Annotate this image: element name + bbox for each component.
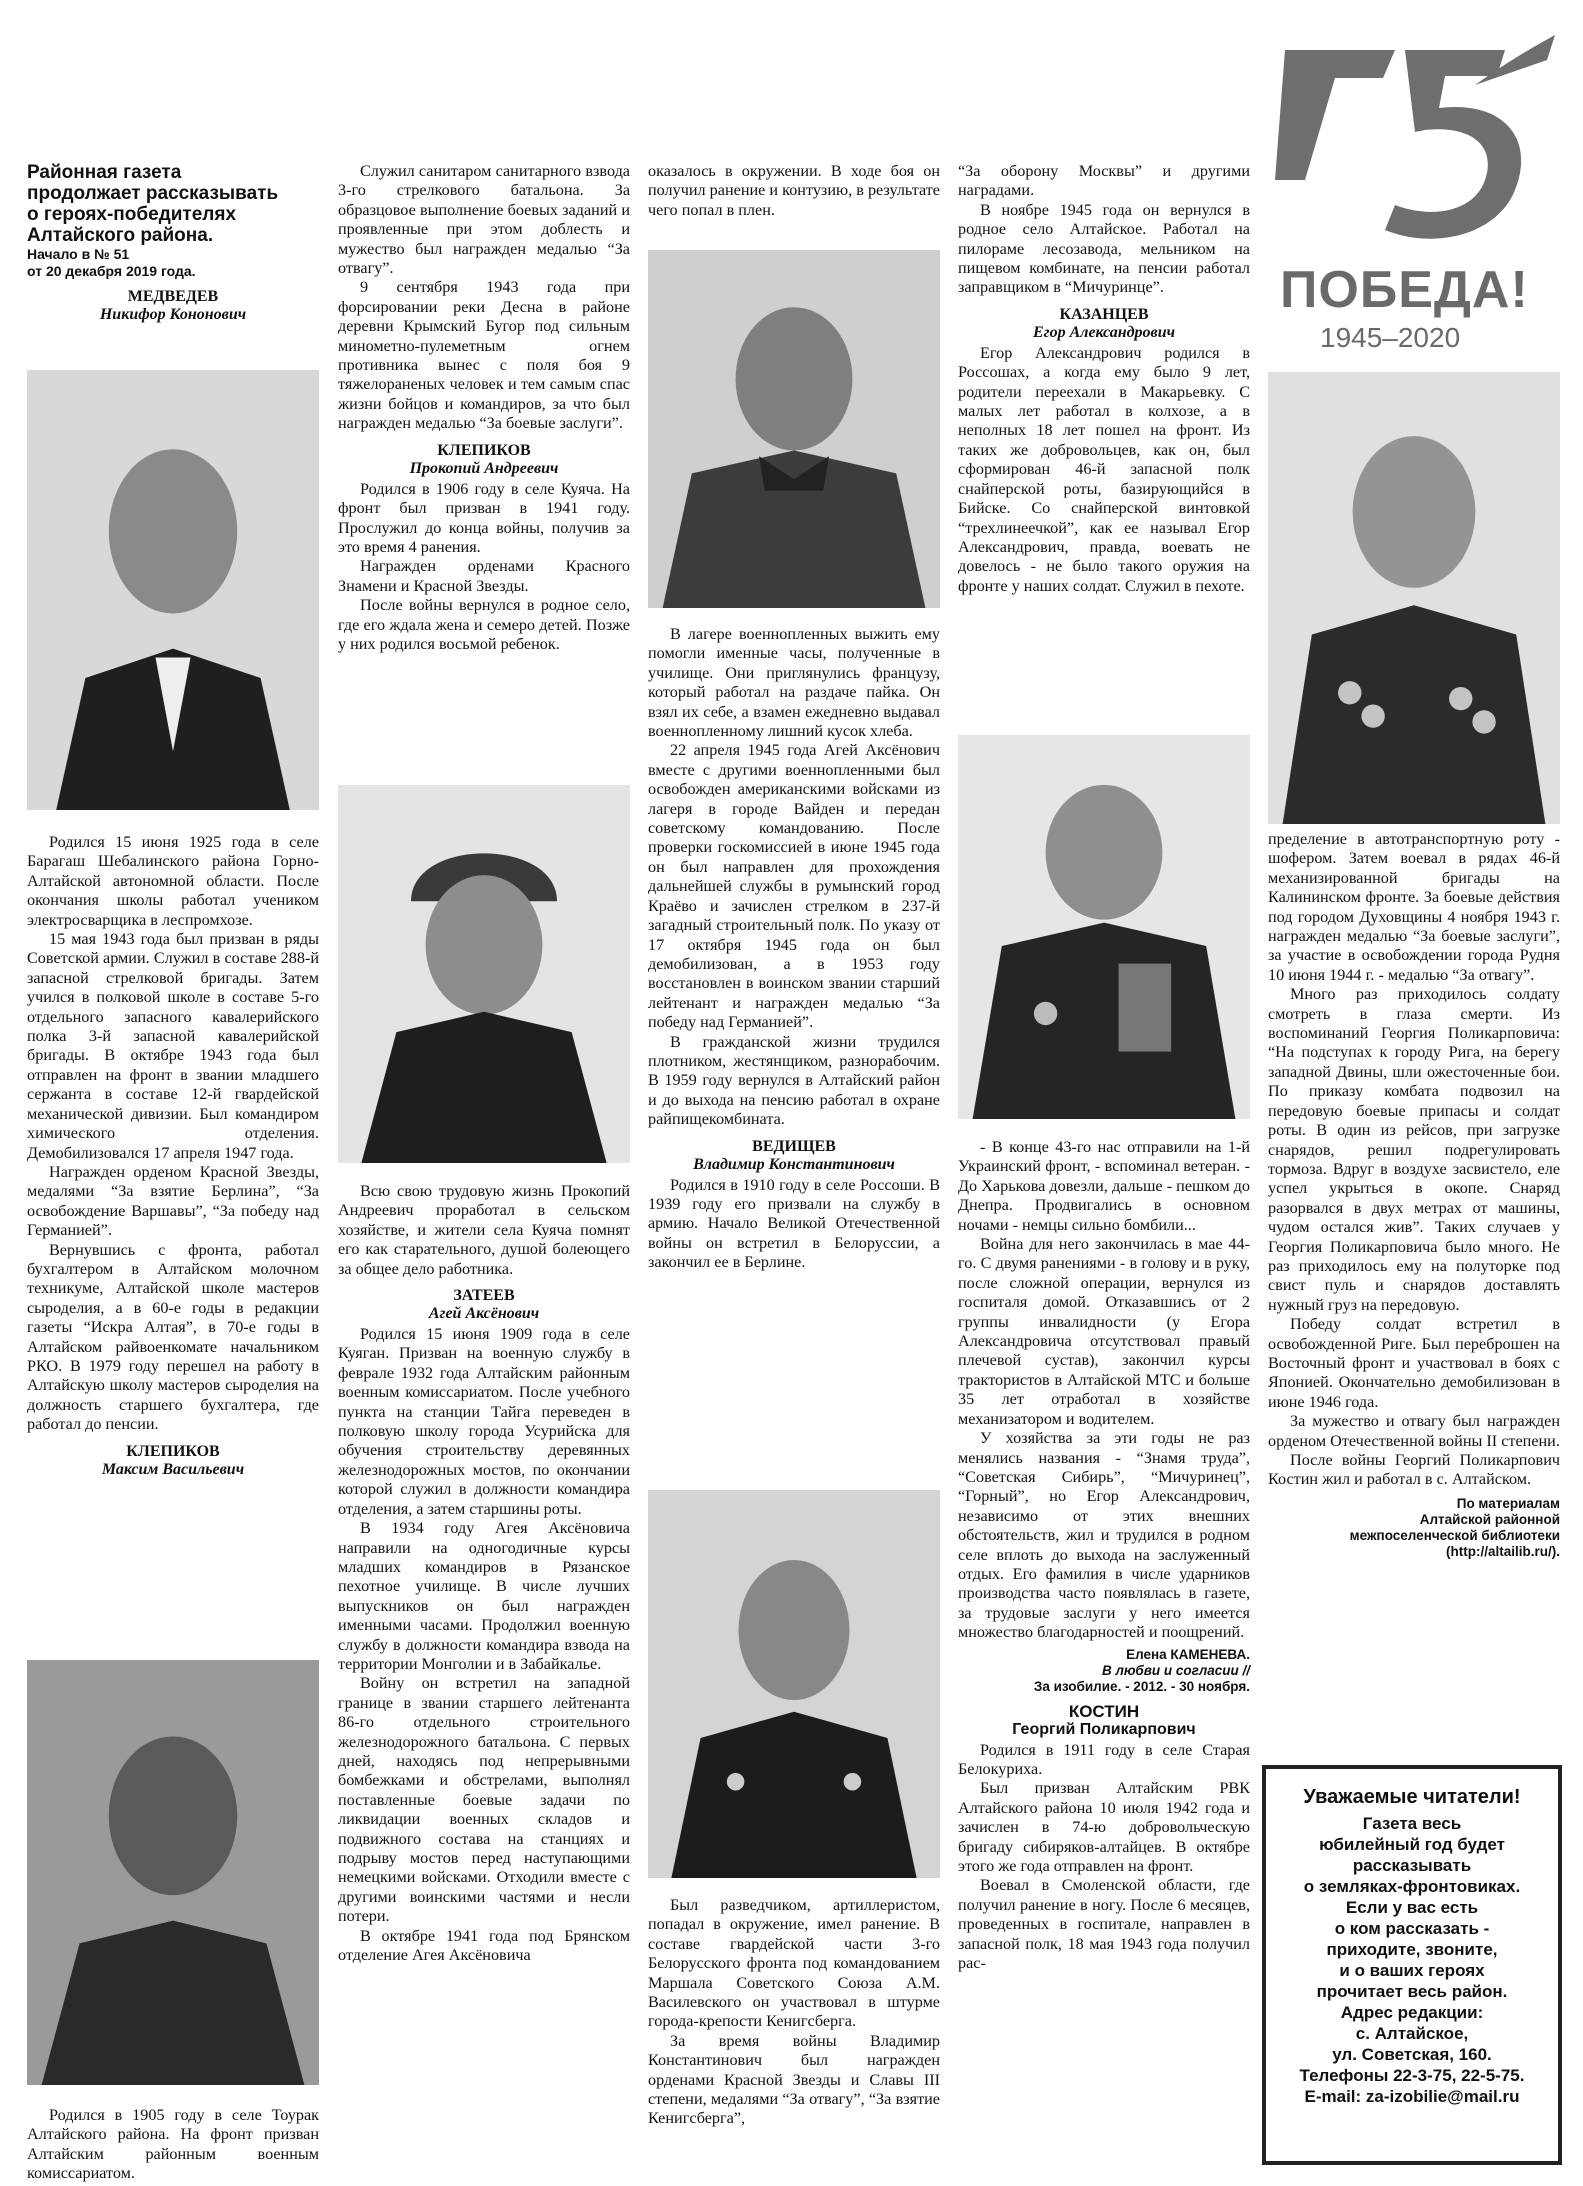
credit-line: По материалам <box>1456 1495 1560 1511</box>
klepikov-p-photo <box>338 785 630 1163</box>
intro-line-4: Алтайского района. <box>27 225 214 246</box>
klepikov-p-after-photo: Всю свою трудовую жизнь Прокопий Андреевич проработал в сельском хозяйстве, и жители села Куяча помнят его как старательного, душой болеющего за общее дело работника. <box>338 1182 630 1278</box>
credit-line: Алтайской районной <box>1419 1511 1560 1527</box>
notice-line: Если у вас есть <box>1345 1898 1479 1917</box>
kostin-name: КОСТИН <box>1068 1701 1140 1721</box>
col3-paragraph: В лагере военнопленных выжить ему помогли именные часы, полученные в училище. Они приглянулись французу, который работал на раздаче пайка. Он взял их себе, а взамен ежедневно выдавал военнопленному лишний кусок хлеба. <box>648 625 940 741</box>
column-1 <box>27 162 319 326</box>
medvedev-paragraph: Родился 15 июня 1925 года в селе Барагаш Шебалинского района Горно-Алтайской автономной области. После окончания школы работал учеником электросварщика в леспромхозе. <box>27 833 319 929</box>
veditsev-patronymic: Владимир Константинович <box>693 1155 895 1173</box>
notice-line: приходите, звоните, <box>1326 1940 1498 1959</box>
klepikov-m-bio <box>27 2106 319 2184</box>
address-title: Адрес редакции: <box>1340 2003 1484 2022</box>
intro-start-date: от 20 декабря 2019 года. <box>27 263 196 279</box>
address-line: с. Алтайское, <box>1355 2024 1469 2043</box>
kostin-paragraph: Был призван Алтайским РВК Алтайского района 10 июля 1942 года и зачислен в 74-ю добровольческую бригаду сибиряков-алтайцев. В октябре этого же года отправлен на фронт. <box>958 1779 1250 1875</box>
logo-victory-text: ПОБЕДА! <box>1280 261 1529 319</box>
credit-link[interactable]: (http://altailib.ru/). <box>1446 1543 1560 1559</box>
col3-top: оказалось в окружении. В ходе боя он получил ранение и контузию, в результате чего попал в плен. <box>648 162 940 219</box>
column-3-middle <box>648 625 940 1273</box>
medvedev-patronymic: Никифор Кононович <box>99 306 247 323</box>
column-4-lower <box>958 1138 1250 1973</box>
kazantsev-after-photo: У хозяйства за эти годы не раз менялись названия - “Знамя труда”, “Советская Сибирь”, “Мичуринец”, “Горный”, но Егор Александрович, независимо от этих внешних обстоятельств, жил и трудился в родном селе вплоть до выхода на заслуженный отдых. Его фамилия в числе ударников производства часто появлялась в газете, за трудовые заслуги у него имеется множество благодарностей и поощрений. <box>958 1429 1250 1642</box>
medvedev-paragraph: Вернувшись с фронта, работал бухгалтером в Алтайском молочном техникуме, Алтайской школе мастеров сыроделия, а в 60-е годы в редакции газеты “Искра Алтая”, в 70-е годы в Алтайском райвоенкомате начальником РКО. В 1979 году перешел на работу в Алтайскую школу мастеров сыроделия на должность старшего бухгалтера, где работал до пенсии. <box>27 1240 319 1434</box>
veditsev-paragraph: Родился в 1910 году в селе Россоши. В 1939 году его призвали на службу в армию. Начало Великой Отечественной войны он встретил в Белоруссии, а закончил ее в Берлине. <box>648 1175 940 1272</box>
notice-line: юбилейный год будет <box>1319 1835 1505 1854</box>
column-4 <box>958 162 1250 596</box>
medvedev-photo <box>27 370 319 810</box>
kostin-continued: пределение в автотранспортную роту - шофером. Затем воевал в рядах 46-й механизированной бригады на Калининском фронте. За боевые действия под городом Духовщины 4 ноября 1943 г. награжден медалью “За боевые заслуги”, за участие в освобождении города Рудня 10 июня 1944 г. - медалью “За отвагу”. <box>1268 830 1560 984</box>
zateev-paragraph: В октябре 1941 года под Брянском отделение Агея Аксёновича <box>338 1926 630 1965</box>
intro-start-issue: Начало в № 51 <box>27 246 130 262</box>
kazantsev-source: В любви и согласии // <box>1101 1662 1250 1678</box>
kostin-paragraph: Родился в 1911 году в селе Старая Белокуриха. <box>958 1740 1250 1778</box>
notice-line: и о ваших героях <box>1339 1961 1485 1980</box>
notice-title: Уважаемые читатели! <box>1303 1786 1521 1808</box>
kazantsev-name: КАЗАНЦЕВ <box>1059 305 1149 323</box>
klepikov-p-paragraph: После войны вернулся в родное село, где его ждала жена и семеро детей. Позже у них родился восьмой ребенок. <box>338 596 630 653</box>
column-2 <box>338 162 630 654</box>
kostin-photo <box>1268 372 1560 824</box>
phones: Телефоны 22-3-75, 22-5-75. <box>1299 2066 1525 2085</box>
kazantsev-source-date: За изобилие. - 2012. - 30 ноября. <box>1033 1678 1250 1694</box>
intro-line-1: Районная газета <box>27 162 182 183</box>
zateev-photo <box>648 250 940 608</box>
klepikov-p-patronymic: Прокопий Андреевич <box>409 459 559 477</box>
kostin-patronymic: Георгий Поликарпович <box>1012 1720 1196 1738</box>
kazantsev-photo <box>958 735 1250 1119</box>
zateev-paragraph: Родился 15 июня 1909 года в селе Куяган. Призван на военную службу в феврале 1932 года Алтайским районным военным комиссариатом. После учебного пункта на станции Тайга переведен в полковую школу города Усурийска для обучения строительству деревянных железнодорожных мостов, по окончании которой служил в должности командира отделения, а затем старшины роты. <box>338 1325 630 1518</box>
col3-paragraph: В гражданской жизни трудился плотником, жестянщиком, разнорабочим. В 1959 году вернулся в Алтайский район и до выхода на пенсию работал в охране райпищекомбината. <box>648 1032 940 1129</box>
col4-top: “За оборону Москвы” и другими наградами. <box>958 162 1250 200</box>
medvedev-name: МЕДВЕДЕВ <box>127 288 219 305</box>
klepikov-m-paragraph: Родился в 1905 году в селе Тоурак Алтайского района. На фронт призван Алтайским районным военным комиссариатом. <box>27 2106 319 2183</box>
credit-line: межпоселенческой библиотеки <box>1349 1527 1560 1543</box>
readers-notice-box <box>1262 1765 1562 2165</box>
address-line: ул. Советская, 160. <box>1332 2045 1492 2064</box>
kostin-continued: Много раз приходилось солдату смотреть в глаза смерти. Из воспоминаний Георгия Поликарповича: “На подступах к городу Рига, на берегу западной Двины, шли ожесточенные бои. По приказу комбата подвозил на передовую боевые припасы и солдат роты. В один из рейсов, при загрузке снарядов, решил подрегулировать тормоза. Вдруг в воздухе засвистело, еле успел укрыться в окопе. Снаряд разорвался в двух метрах от машины, чудом остался жив”. Таких случаев у Георгия Поликарповича было много. Не раз приходилось ему на полуторке под свист пуль и снарядов доставлять нужный груз на передовую. <box>1268 985 1560 1314</box>
victory-75-emblem <box>1275 30 1560 260</box>
notice-line: о ком рассказать - <box>1334 1919 1490 1938</box>
column-5 <box>1268 830 1560 1560</box>
kazantsev-after-photo: - В конце 43-го нас отправили на 1-й Украинский фронт, - вспоминал ветеран. - До Харькова довезли, дальше - пешком до Днепра. Продвигались в основном ночами - немцы сильно бомбили... <box>958 1138 1250 1234</box>
medvedev-paragraph: 15 мая 1943 года был призван в ряды Советской армии. Служил в составе 288-й запасной стрелковой бригады. Затем учился в полковой школе в составе 5-го отдельного запасного кавалерийского полка 3-й запасной кавалерийской бригады. В октябре 1943 года был отправлен на фронт в звании младшего сержанта в составе 12-й гвардейской механической дивизии. Был командиром химического отделения. Демобилизовался 17 апреля 1947 года. <box>27 930 319 1162</box>
klepikov-m-name: КЛЕПИКОВ <box>126 1442 220 1460</box>
kazantsev-after-photo: Война для него закончилась в мае 44-го. С двумя ранениями - в голову и в руку, после сложной операции, вернулся из госпиталя домой. Отказавшись от 2 группы инвалидности (у Егора Александровича отсутствовал правый плечевой сустав), закончил курсы трактористов в Алтайской МТС и больше 35 лет отработал в хозяйстве механизатором и водителем. <box>958 1235 1250 1428</box>
kostin-continued: За мужество и отвагу был награжден орденом Отечественной войны II степени. <box>1268 1412 1560 1450</box>
zateev-patronymic: Агей Аксёнович <box>428 1305 540 1323</box>
veditsev-after-photo: За время войны Владимир Константинович был награжден орденами Красной Звезды и Славы III степени, медалями “За отвагу”, “За взятие Кенигсберга”, <box>648 2031 940 2128</box>
klepikov-p-name: КЛЕПИКОВ <box>437 441 531 459</box>
veditsev-photo <box>648 1490 940 1878</box>
notice-line: о земляках-фронтовиках. <box>1303 1877 1521 1896</box>
col2-continuation: 9 сентября 1943 года при форсировании реки Десна в районе деревни Крымский Бугор под сильным минометно-пулеметным огнем противника вынес с поля боя 9 тяжелораненых человек и тем самым спас жизни бойцов и командиров, за что был награжден медалью “За боевые заслуги”. <box>338 278 630 433</box>
kostin-paragraph: Воевал в Смоленской области, где получил ранение в ногу. После 6 месяцев, проведенных в госпитале, направлен в запасной полк, 18 мая 1943 года получил рас- <box>958 1876 1250 1973</box>
intro-line-2: продолжает рассказывать <box>27 183 279 204</box>
column-3 <box>648 162 940 220</box>
klepikov-p-paragraph: Родился в 1906 году в селе Куяча. На фронт был призван в 1941 году. Прослужил до конца войны, получив за это время 4 ранения. <box>338 479 630 556</box>
klepikov-m-patronymic: Максим Васильевич <box>101 1460 245 1478</box>
col3-paragraph: 22 апреля 1945 года Агей Аксёнович вместе с другими военнопленными был освобожден американскими войсками из лагеря в городе Вайден и передан советскому командованию. После проверки госкомиссией в июне 1945 года он был направлен для прохождения дальнейшей службы в румынский город Краёво и зачислен стрелком в 237-й загадный строительный полк. По указу от 17 октября 1945 года он был демобилизован, а в 1953 году восстановлен в воинском звании старший лейтенант и награжден медалью “За победу над Германией”. <box>648 741 940 1032</box>
zateev-paragraph: В 1934 году Агея Аксёновича направили на одногодичные курсы младших командиров в Рязанское пехотное училище. В числе лучших выпускников он был награжден именными часами. Продолжил военную службу в должности командира взвода на территории Монголии и в Забайкалье. <box>338 1519 630 1673</box>
notice-line: прочитает весь район. <box>1316 1982 1508 2001</box>
kostin-continued: Победу солдат встретил в освобожденной Риге. Был переброшен на Восточный фронт и участвовал в боях с Японией. Окончательно демобилизован в июне 1946 года. <box>1268 1315 1560 1411</box>
email[interactable]: E-mail: za-izobilie@mail.ru <box>1304 2087 1520 2106</box>
kostin-continued: После войны Георгий Поликарпович Костин жил и работал в с. Алтайском. <box>1268 1451 1560 1489</box>
medvedev-paragraph: Награжден орденом Красной Звезды, медалями “За взятие Берлина”, “За освобождение Варшавы”, “За победу над Германией”. <box>27 1162 319 1240</box>
klepikov-p-paragraph: Награжден орденами Красного Знамени и Красной Звезды. <box>338 557 630 595</box>
kazantsev-paragraph: Егор Александрович родился в Россошах, а когда ему было 9 лет, родители переехали в Макарьевку. С малых лет работал в колхозе, а в неполных 18 лет пошел на фронт. Из таких же добровольцев, как он, был сформирован 46-й запасной полк снайперской роты, базирующийся в Бийске. Со снайперской винтовкой “трехлинеечкой”, как ее называл Егор Александрович, правда, воевать не довелось - не было такого оружия на фронте у наших солдат. Служил в пехоте. <box>958 343 1250 595</box>
column-2-lower <box>338 1182 630 1965</box>
kazantsev-patronymic: Егор Александрович <box>1032 323 1175 341</box>
veditsev-name: ВЕДИЩЕВ <box>752 1137 836 1155</box>
intro-line-3: о героях-победителях <box>27 204 237 225</box>
kazantsev-author: Елена КАМЕНЕВА. <box>1126 1646 1250 1662</box>
col2-continuation: Служил санитаром санитарного взвода 3-го стрелкового батальона. За образцовое выполнение боевых заданий и проявленные при этом доблесть и мужество был награжден медалью “За отвагу”. <box>338 162 630 278</box>
klepikov-m-photo <box>27 1660 319 2085</box>
anniversary-logo <box>1275 30 1560 360</box>
column-3-lower <box>648 1896 940 2129</box>
notice-line: рассказывать <box>1352 1856 1472 1875</box>
zateev-name: ЗАТЕЕВ <box>453 1287 515 1305</box>
col4-top: В ноябре 1945 года он вернулся в родное село Алтайское. Работал на пилораме лесозавода, мельником на пищевом комбинате, на пенсии работал заправщиком в “Мичуринце”. <box>958 200 1250 297</box>
medvedev-bio <box>27 833 319 1481</box>
logo-years: 1945–2020 <box>1320 322 1461 353</box>
zateev-paragraph: Войну он встретил на западной границе в звании старшего лейтенанта 86-го отдельного строительного железнодорожного батальона. С первых дней, находясь под непрерывными бомбежками и обстрелами, выполнял поставленные боевые задачи по ликвидации военных складов и подвижного состава на станциях и подрыву мостов перед наступающими немецкими войсками. Отходили вместе с другими воинскими частями и несли потери. <box>338 1674 630 1926</box>
notice-line: Газета весь <box>1362 1814 1462 1833</box>
veditsev-after-photo: Был разведчиком, артиллеристом, попадал в окружение, имел ранение. В составе гвардейской части 3-го Белорусского фронта под командованием Маршала Советского Союза А.М. Василевского он участвовал в штурме города-крепости Кенигсберга. <box>648 1896 940 2031</box>
